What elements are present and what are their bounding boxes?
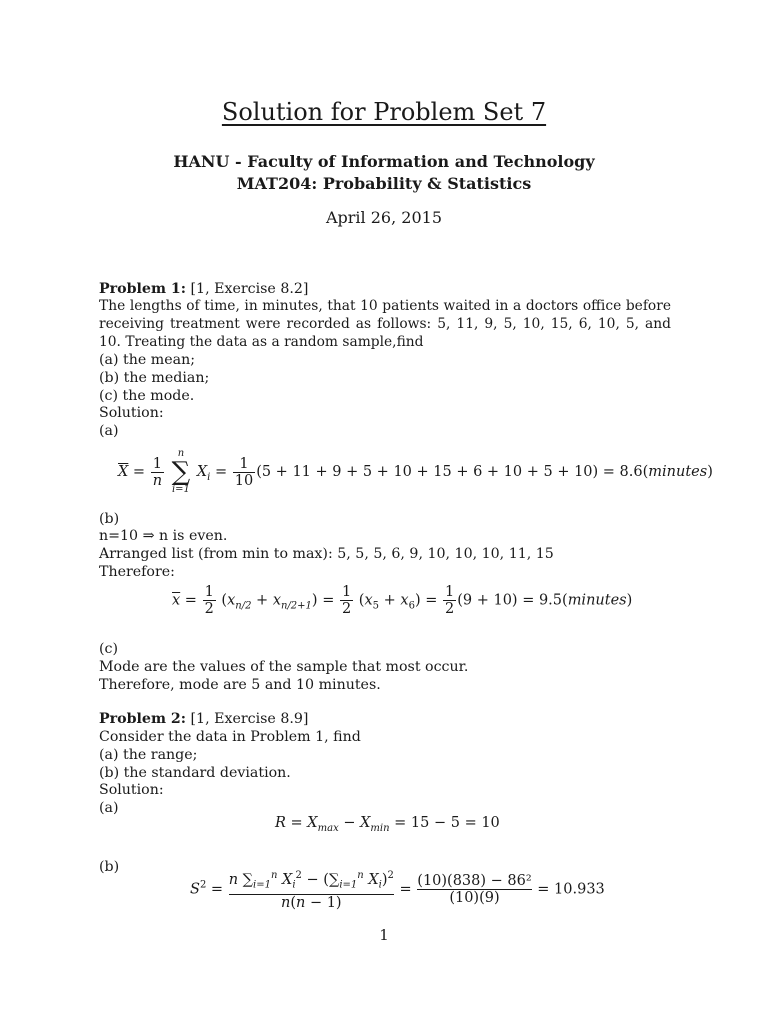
problem-2-part-b: (b) the standard deviation. [99,765,291,781]
problem-2-solution-label: Solution: [99,782,164,798]
variance-numerator: (10)(838) − 86² [417,872,532,889]
variance-result: = 10.933 [532,881,605,898]
mean-unit: minutes [648,464,708,480]
problem-2-ref: [1, Exercise 8.9] [186,711,309,727]
problem-1-c-label: (c) [99,641,119,657]
affiliation-line-1: HANU - Faculty of Information and Technology [173,152,595,171]
problem-1-c-line-2: Therefore, mode are 5 and 10 minutes. [99,677,381,693]
problem-2-part-a: (a) the range; [99,747,198,763]
mean-equation: $\overline{X}$ = $\frac{1}{n}$ n ∑ i=1 $X_i$ = $\frac{1}{10}$ (5 + 11 + 9 + 5 + 10 + 15 + 6 + 10 + 5 + 10) = 8.6(minutes) [118,448,713,495]
median-equation: $\overline{x}$ = $\frac{1}{2}$ $(x_{n/2} + x_{n/2+1})$ = $\frac{1}{2}$ $(x_5 + x_6)$ = $\frac{1}{2}$ (9 + 10) = 9.5(minutes) [172,584,633,617]
problem-1-part-a: (a) the mean; [99,352,196,368]
variance-denominator: (10)(9) [417,889,531,906]
problem-1-part-b: (b) the median; [99,370,210,386]
range-equation: $R = X_{max} - X_{min} = 15 - 5 = 10$ [275,815,500,834]
problem-1-solution-label: Solution: [99,405,164,421]
problem-1-heading-line [99,280,308,298]
page-title: Solution for Problem Set 7 [221,98,547,126]
problem-1-heading: Problem 1: [99,281,187,297]
problem-2-heading-line [99,710,308,728]
problem-1-ref: [1, Exercise 8.2] [186,281,309,297]
problem-1-b-line-3: Therefore: [99,564,175,580]
problem-1-statement: The lengths of time, in minutes, that 10 patients waited in a doctors office before receiving treatment were recorded as follows: 5, 11, 9, 5, 10, 15, 6, 10, 5, and 10. Treating the data as a random sample,find [99,298,671,350]
problem-1-b-line-2: Arranged list (from min to max): 5, 5, 5, 6, 9, 10, 10, 10, 11, 15 [99,546,554,562]
median-unit: minutes [567,592,627,609]
page-number: 1 [379,926,389,944]
problem-2-heading: Problem 2: [99,711,187,727]
problem-2-b-label: (b) [99,859,120,875]
document-date: April 26, 2015 [325,208,442,227]
problem-2-a-label: (a) [99,800,119,816]
problem-1-b-line-1: n=10 ⇒ n is even. [99,528,228,544]
problem-1-a-label: (a) [99,423,119,439]
variance-equation: $S^2$ = $\frac{n \sum_{i=1}^n X_i^2 - (\sum_{i=1}^n X_i)^2}{n(n - 1)}$ = $\frac{\text{(10)(838) − 86²}}{(10)(9)}$ = 10.933 [190,870,605,911]
mean-rhs: (5 + 11 + 9 + 5 + 10 + 15 + 6 + 10 + 5 + 10) = 8.6( [256,464,649,480]
problem-1-c-line-1: Mode are the values of the sample that most occur. [99,659,469,675]
affiliation-line-2: MAT204: Probability & Statistics [236,174,532,193]
range-rhs: = 15 − 5 = 10 [389,815,500,831]
problem-1-b-label: (b) [99,511,120,527]
problem-2-line-1: Consider the data in Problem 1, find [99,729,361,745]
median-rhs: (9 + 10) = 9.5( [457,592,568,609]
problem-1-part-c: (c) the mode. [99,388,195,404]
